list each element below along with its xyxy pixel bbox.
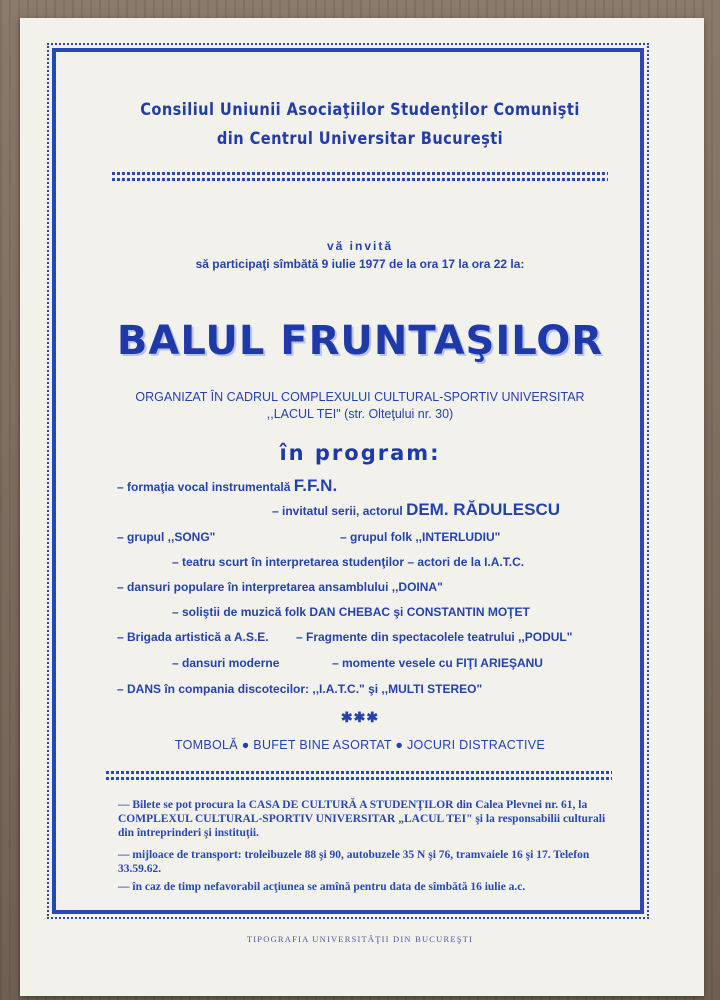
organizer-line-2: ,,LACUL TEI" (str. Olteţului nr. 30): [266, 407, 454, 421]
program-item-dans: – DANS în compania discotecilor: ,,I.A.T.C." şi ,,MULTI STEREO": [117, 682, 483, 696]
program-item-ffn: [117, 476, 337, 496]
invite-line-2: să participaţi sîmbătă 9 iulie 1977 de la ora 17 la ora 22 la:: [195, 257, 525, 271]
printer-footer: TIPOGRAFIA UNIVERSITĂŢII DIN BUCUREŞTI: [246, 934, 474, 944]
program-item-ffn-name: F.F.N.: [293, 476, 338, 495]
header-line-2: din Centrul Universitar Bucureşti: [216, 129, 504, 149]
note-transport: — mijloace de transport: troleibuzele 88 şi 90, autobuzele 35 N şi 76, tramvaiele 16 şi 17. Telefon 33.59.62.: [118, 849, 590, 875]
program-heading: în program:: [279, 441, 441, 465]
program-item-modern: – dansuri moderne: [172, 656, 280, 670]
extras-line: TOMBOLĂ ● BUFET BINE ASORTAT ● JOCURI DISTRACTIVE: [174, 738, 546, 752]
program-item-theatre: – teatru scurt în interpretarea studenţilor – actori de la I.A.T.C.: [172, 555, 525, 569]
bottom-divider: [106, 771, 612, 780]
organizer-line-1: ORGANIZAT ÎN CADRUL COMPLEXULUI CULTURAL-SPORTIV UNIVERSITAR: [135, 390, 585, 404]
stars-ornament: ✱✱✱: [340, 709, 380, 725]
program-item-guest-name: DEM. RĂDULESCU: [406, 500, 561, 519]
program-item-song: – grupul ,,SONG": [117, 530, 216, 544]
top-divider: [112, 172, 608, 181]
program-item-brigada: – Brigada artistică a A.S.E.: [117, 630, 269, 644]
invite-line-1: vă invită: [326, 239, 394, 253]
program-item-ffn-label: – formaţia vocal instrumentală: [117, 480, 291, 494]
program-item-folk: – soliştii de muzică folk DAN CHEBAC şi CONSTANTIN MOŢET: [172, 605, 530, 619]
program-item-interludiu: – grupul folk ,,INTERLUDIU": [340, 530, 501, 544]
program-item-doina: – dansuri populare în interpretarea ansamblului ,,DOINA": [117, 580, 443, 594]
program-item-podul: – Fragmente din spectacolele teatrului ,,PODUL": [296, 630, 573, 644]
program-item-guest-label: – invitatul serii, actorul: [272, 504, 403, 518]
program-item-vesele: – momente vesele cu FIŢI ARIEŞANU: [332, 656, 543, 670]
program-item-guest: [272, 500, 560, 520]
header-line-1: Consiliul Uniunii Asociaţiilor Studenţilor Comunişti: [140, 100, 580, 120]
note-weather: — în caz de timp nefavorabil acţiunea se amînă pentru data de sîmbătă 16 iulie a.c.: [118, 881, 526, 893]
note-tickets: — Bilete se pot procura la CASA DE CULTURĂ A STUDENŢILOR din Calea Plevnei nr. 61, la COMPLEXUL CULTURAL-SPORTIV UNIVERSITAR „LACUL TEI" şi la responsabilii culturali din întreprinderi şi instituţii.: [118, 799, 606, 839]
event-title: BALUL FRUNTAŞILOR: [116, 318, 604, 364]
